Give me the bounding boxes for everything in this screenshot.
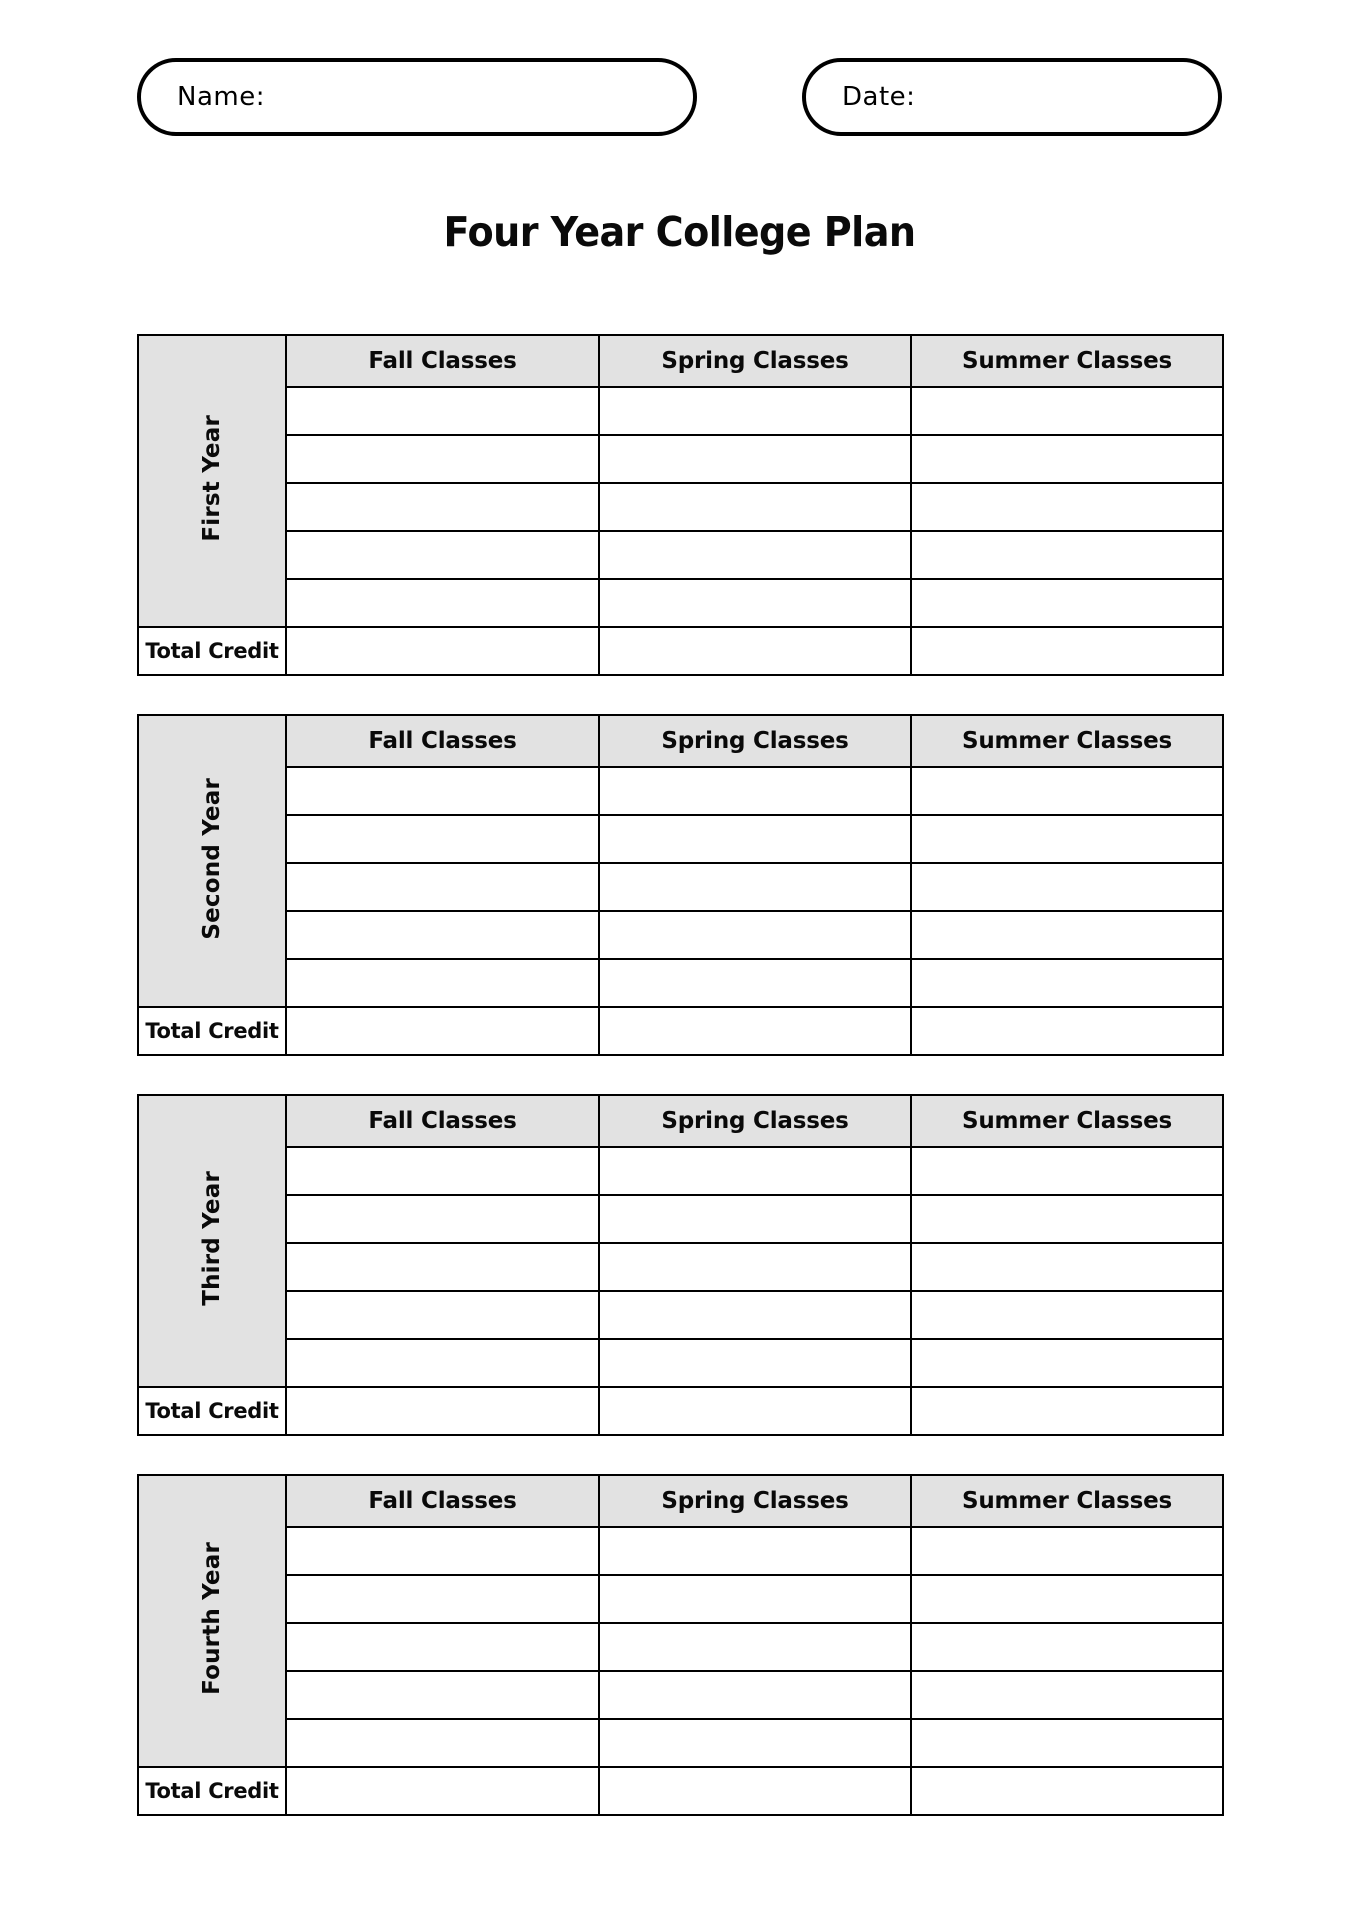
year-table <box>137 1474 1224 1816</box>
class-entry-cell-fall[interactable] <box>286 767 599 815</box>
table-header-row <box>138 1475 1223 1527</box>
table-row <box>138 579 1223 627</box>
total-credit-label: Total Credit <box>138 1387 286 1435</box>
column-header-spring: Spring Classes <box>599 1095 911 1147</box>
date-field[interactable] <box>802 58 1222 136</box>
column-header-summer: Summer Classes <box>911 1475 1223 1527</box>
table-row <box>138 1671 1223 1719</box>
name-field-label: Name: <box>177 82 265 112</box>
table-row <box>138 1719 1223 1767</box>
class-entry-cell-spring[interactable] <box>599 815 911 863</box>
class-entry-cell-spring[interactable] <box>599 483 911 531</box>
class-entry-cell-spring[interactable] <box>599 531 911 579</box>
class-entry-cell-spring[interactable] <box>599 767 911 815</box>
total-credit-cell-spring[interactable] <box>599 627 911 675</box>
class-entry-cell-fall[interactable] <box>286 531 599 579</box>
class-entry-cell-summer[interactable] <box>911 815 1223 863</box>
table-row <box>138 1195 1223 1243</box>
column-header-spring: Spring Classes <box>599 1475 911 1527</box>
class-entry-cell-fall[interactable] <box>286 1147 599 1195</box>
class-entry-cell-fall[interactable] <box>286 1291 599 1339</box>
class-entry-cell-spring[interactable] <box>599 1147 911 1195</box>
table-row <box>138 387 1223 435</box>
class-entry-cell-fall[interactable] <box>286 863 599 911</box>
class-entry-cell-summer[interactable] <box>911 1147 1223 1195</box>
date-field-label: Date: <box>842 82 916 112</box>
table-row <box>138 959 1223 1007</box>
class-entry-cell-fall[interactable] <box>286 1623 599 1671</box>
class-entry-cell-summer[interactable] <box>911 1623 1223 1671</box>
class-entry-cell-summer[interactable] <box>911 531 1223 579</box>
year-table <box>137 714 1224 1056</box>
year-label: Third Year <box>198 1171 225 1306</box>
column-header-spring: Spring Classes <box>599 335 911 387</box>
total-credit-cell-fall[interactable] <box>286 1767 599 1815</box>
table-row <box>138 1147 1223 1195</box>
class-entry-cell-summer[interactable] <box>911 1243 1223 1291</box>
class-entry-cell-fall[interactable] <box>286 1719 599 1767</box>
total-credit-row <box>138 1007 1223 1055</box>
total-credit-cell-summer[interactable] <box>911 627 1223 675</box>
total-credit-cell-summer[interactable] <box>911 1387 1223 1435</box>
class-entry-cell-spring[interactable] <box>599 1719 911 1767</box>
year-table <box>137 334 1224 676</box>
total-credit-cell-spring[interactable] <box>599 1387 911 1435</box>
total-credit-label: Total Credit <box>138 627 286 675</box>
class-entry-cell-spring[interactable] <box>599 1527 911 1575</box>
year-table <box>137 1094 1224 1436</box>
class-entry-cell-summer[interactable] <box>911 1195 1223 1243</box>
total-credit-cell-fall[interactable] <box>286 627 599 675</box>
total-credit-row <box>138 627 1223 675</box>
table-row <box>138 1243 1223 1291</box>
class-entry-cell-summer[interactable] <box>911 1671 1223 1719</box>
table-row <box>138 531 1223 579</box>
class-entry-cell-spring[interactable] <box>599 863 911 911</box>
class-entry-cell-fall[interactable] <box>286 1527 599 1575</box>
class-entry-cell-spring[interactable] <box>599 911 911 959</box>
class-entry-cell-fall[interactable] <box>286 1575 599 1623</box>
class-entry-cell-spring[interactable] <box>599 1623 911 1671</box>
year-label: Fourth Year <box>198 1542 225 1695</box>
class-entry-cell-spring[interactable] <box>599 1575 911 1623</box>
table-row <box>138 1291 1223 1339</box>
class-entry-cell-summer[interactable] <box>911 911 1223 959</box>
table-row <box>138 1623 1223 1671</box>
table-row <box>138 1575 1223 1623</box>
total-credit-row <box>138 1767 1223 1815</box>
class-entry-cell-fall[interactable] <box>286 911 599 959</box>
class-entry-cell-spring[interactable] <box>599 1195 911 1243</box>
table-row <box>138 1527 1223 1575</box>
total-credit-cell-summer[interactable] <box>911 1767 1223 1815</box>
page-title: Four Year College Plan <box>443 208 916 256</box>
name-field[interactable] <box>137 58 697 136</box>
column-header-spring: Spring Classes <box>599 715 911 767</box>
class-entry-cell-spring[interactable] <box>599 1291 911 1339</box>
class-entry-cell-spring[interactable] <box>599 959 911 1007</box>
column-header-fall: Fall Classes <box>286 335 599 387</box>
year-label: First Year <box>198 415 225 542</box>
class-entry-cell-fall[interactable] <box>286 1195 599 1243</box>
class-entry-cell-summer[interactable] <box>911 1719 1223 1767</box>
table-header-row <box>138 1095 1223 1147</box>
class-entry-cell-fall[interactable] <box>286 435 599 483</box>
class-entry-cell-summer[interactable] <box>911 1575 1223 1623</box>
header-fields <box>137 58 1222 136</box>
class-entry-cell-spring[interactable] <box>599 1339 911 1387</box>
total-credit-cell-summer[interactable] <box>911 1007 1223 1055</box>
year-label-cell <box>138 715 286 1007</box>
column-header-summer: Summer Classes <box>911 335 1223 387</box>
total-credit-label: Total Credit <box>138 1767 286 1815</box>
class-entry-cell-spring[interactable] <box>599 435 911 483</box>
class-entry-cell-summer[interactable] <box>911 1527 1223 1575</box>
class-entry-cell-summer[interactable] <box>911 1339 1223 1387</box>
total-credit-cell-fall[interactable] <box>286 1387 599 1435</box>
year-label-cell <box>138 335 286 627</box>
year-label: Second Year <box>198 777 225 940</box>
total-credit-cell-spring[interactable] <box>599 1007 911 1055</box>
table-row <box>138 911 1223 959</box>
class-entry-cell-fall[interactable] <box>286 959 599 1007</box>
year-label-cell <box>138 1475 286 1767</box>
class-entry-cell-summer[interactable] <box>911 959 1223 1007</box>
class-entry-cell-summer[interactable] <box>911 435 1223 483</box>
table-row <box>138 435 1223 483</box>
table-header-row <box>138 335 1223 387</box>
column-header-summer: Summer Classes <box>911 1095 1223 1147</box>
year-tables-container <box>137 334 1222 1816</box>
class-entry-cell-summer[interactable] <box>911 579 1223 627</box>
class-entry-cell-spring[interactable] <box>599 387 911 435</box>
class-entry-cell-fall[interactable] <box>286 1671 599 1719</box>
class-entry-cell-spring[interactable] <box>599 579 911 627</box>
class-entry-cell-summer[interactable] <box>911 863 1223 911</box>
table-row <box>138 815 1223 863</box>
class-entry-cell-spring[interactable] <box>599 1671 911 1719</box>
class-entry-cell-summer[interactable] <box>911 767 1223 815</box>
column-header-fall: Fall Classes <box>286 715 599 767</box>
class-entry-cell-summer[interactable] <box>911 387 1223 435</box>
class-entry-cell-summer[interactable] <box>911 1291 1223 1339</box>
table-row <box>138 1339 1223 1387</box>
class-entry-cell-fall[interactable] <box>286 579 599 627</box>
class-entry-cell-summer[interactable] <box>911 483 1223 531</box>
class-entry-cell-fall[interactable] <box>286 1339 599 1387</box>
class-entry-cell-fall[interactable] <box>286 387 599 435</box>
year-label-cell <box>138 1095 286 1387</box>
table-row <box>138 483 1223 531</box>
column-header-summer: Summer Classes <box>911 715 1223 767</box>
column-header-fall: Fall Classes <box>286 1095 599 1147</box>
class-entry-cell-fall[interactable] <box>286 815 599 863</box>
class-entry-cell-fall[interactable] <box>286 483 599 531</box>
class-entry-cell-spring[interactable] <box>599 1243 911 1291</box>
total-credit-label: Total Credit <box>138 1007 286 1055</box>
class-entry-cell-fall[interactable] <box>286 1243 599 1291</box>
total-credit-row <box>138 1387 1223 1435</box>
total-credit-cell-spring[interactable] <box>599 1767 911 1815</box>
total-credit-cell-fall[interactable] <box>286 1007 599 1055</box>
column-header-fall: Fall Classes <box>286 1475 599 1527</box>
table-row <box>138 767 1223 815</box>
table-header-row <box>138 715 1223 767</box>
table-row <box>138 863 1223 911</box>
